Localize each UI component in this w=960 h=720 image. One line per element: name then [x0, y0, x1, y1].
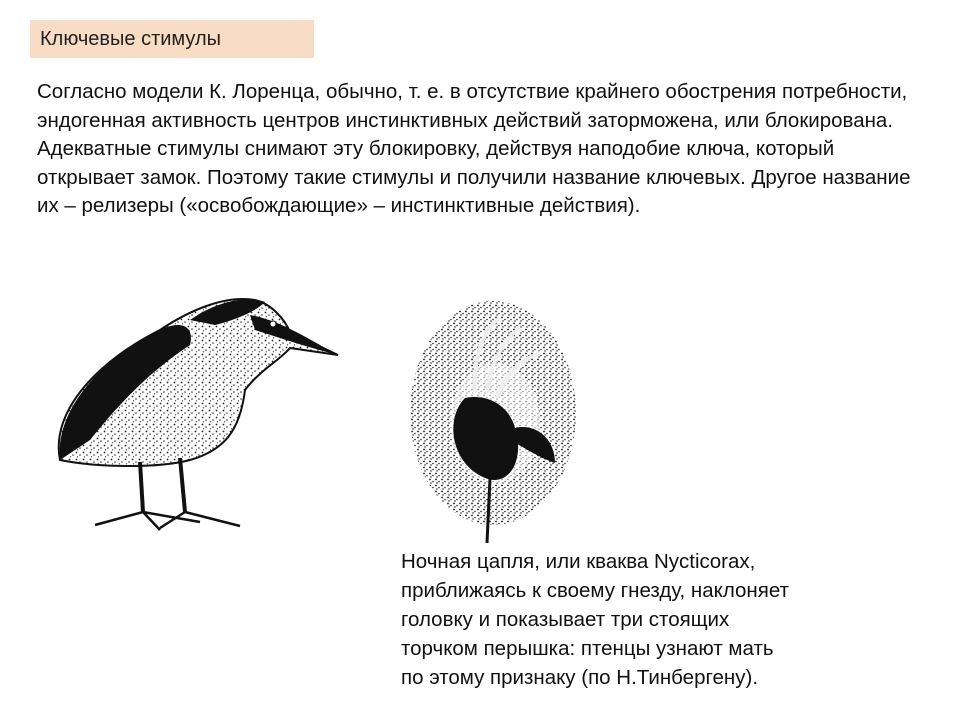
- heron-head-plumes-illustration: [405, 298, 580, 548]
- caption-line: торчком перышка: птенцы узнают мать: [401, 637, 774, 660]
- figure-caption: [401, 547, 921, 692]
- caption-line: головку и показывает три стоящих: [401, 608, 730, 631]
- paragraph-1: Согласно модели К. Лоренца, обычно, т. е. в отсутствие крайнего обострения потребности, эндогенная активность центров инстинктивных действий заторможена, или блокирована.: [37, 80, 908, 132]
- slide-title: Ключевые стимулы: [40, 27, 222, 50]
- caption-line: по этому признаку (по Н.Тинбергену).: [401, 666, 759, 689]
- slide-title-box: [30, 20, 314, 58]
- night-heron-illustration: [40, 290, 345, 550]
- body-text: [37, 78, 917, 221]
- caption-line: Ночная цапля, или кваква Nycticorax,: [401, 550, 756, 573]
- caption-line: приближаясь к своему гнезду, наклоняет: [401, 579, 789, 602]
- paragraph-2: Адекватные стимулы снимают эту блокировку, действуя наподобие ключа, который открывает замок. Поэтому такие стимулы и получили название ключевых. Другое название их – релизеры («освобождающие» – инстинктивные действия).: [37, 137, 911, 218]
